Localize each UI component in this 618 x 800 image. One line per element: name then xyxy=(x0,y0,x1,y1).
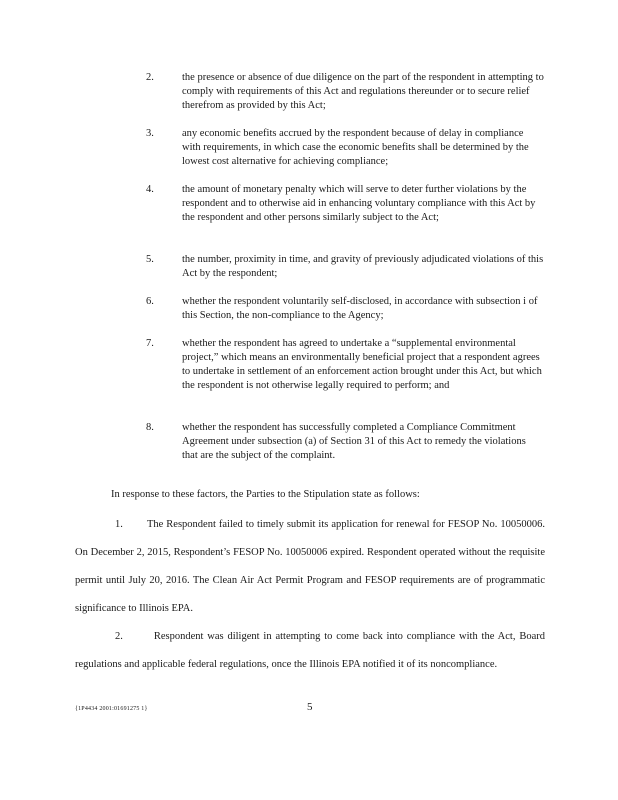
item-text: the amount of monetary penalty which will serve to deter further violations by the respondent and to otherwise aid in enhancing voluntary compliance with this Act by the respondent and other persons similarly subject to the Act; xyxy=(182,184,536,223)
item-number: 3. xyxy=(146,128,154,139)
response-text: Respondent was diligent in attempting to come back into compliance with the Act, Board regulations and applicable federal regulations, once the Illinois EPA notified it of its noncompliance. xyxy=(75,631,545,670)
item-number: 4. xyxy=(146,184,154,195)
page-number: 5 xyxy=(307,701,313,713)
response-paragraph-2 xyxy=(75,623,545,679)
response-number: 2. xyxy=(115,631,123,642)
item-text: whether the respondent voluntarily self-disclosed, in accordance with subsection i of this Section, the non-compliance to the Agency; xyxy=(182,296,538,321)
response-text: The Respondent failed to timely submit its application for renewal for FESOP No. 10050006. On December 2, 2015, Respondent’s FESOP No. 10050006 expired. Respondent operated without the requisite permit until July 20, 2016. The Clean Air Act Permit Program and FESOP requirements are of programmatic significance to Illinois EPA. xyxy=(75,519,545,614)
item-number: 5. xyxy=(146,254,154,265)
item-text: the number, proximity in time, and gravity of previously adjudicated violations of this Act by the respondent; xyxy=(182,254,544,279)
response-number: 1. xyxy=(115,519,123,530)
item-text: the presence or absence of due diligence on the part of the respondent in attempting to comply with requirements of this Act and regulations thereunder or to secure relief therefrom as provided by this Act; xyxy=(182,72,544,111)
item-number: 2. xyxy=(146,72,154,83)
item-text: whether the respondent has successfully completed a Compliance Commitment Agreement under subsection (a) of Section 31 of this Act to remedy the violations that are the subject of the complaint. xyxy=(182,422,526,461)
intro-paragraph: In response to these factors, the Parties to the Stipulation state as follows: xyxy=(111,489,420,500)
response-paragraph-1 xyxy=(75,511,545,623)
item-number: 6. xyxy=(146,296,154,307)
item-number: 7. xyxy=(146,338,154,349)
item-number: 8. xyxy=(146,422,154,433)
document-id: {1P4434 2001:01691275 1} xyxy=(75,706,148,712)
item-text: any economic benefits accrued by the respondent because of delay in compliance with requirements, in which case the economic benefits shall be determined by the lowest cost alternative for achieving compliance; xyxy=(182,128,529,167)
item-text: whether the respondent has agreed to undertake a “supplemental environmental project,” which means an environmentally beneficial project that a respondent agrees to undertake in settlement of an enforcement action brought under this Act, but which the respondent is not otherwise legally required to perform; and xyxy=(182,338,542,391)
